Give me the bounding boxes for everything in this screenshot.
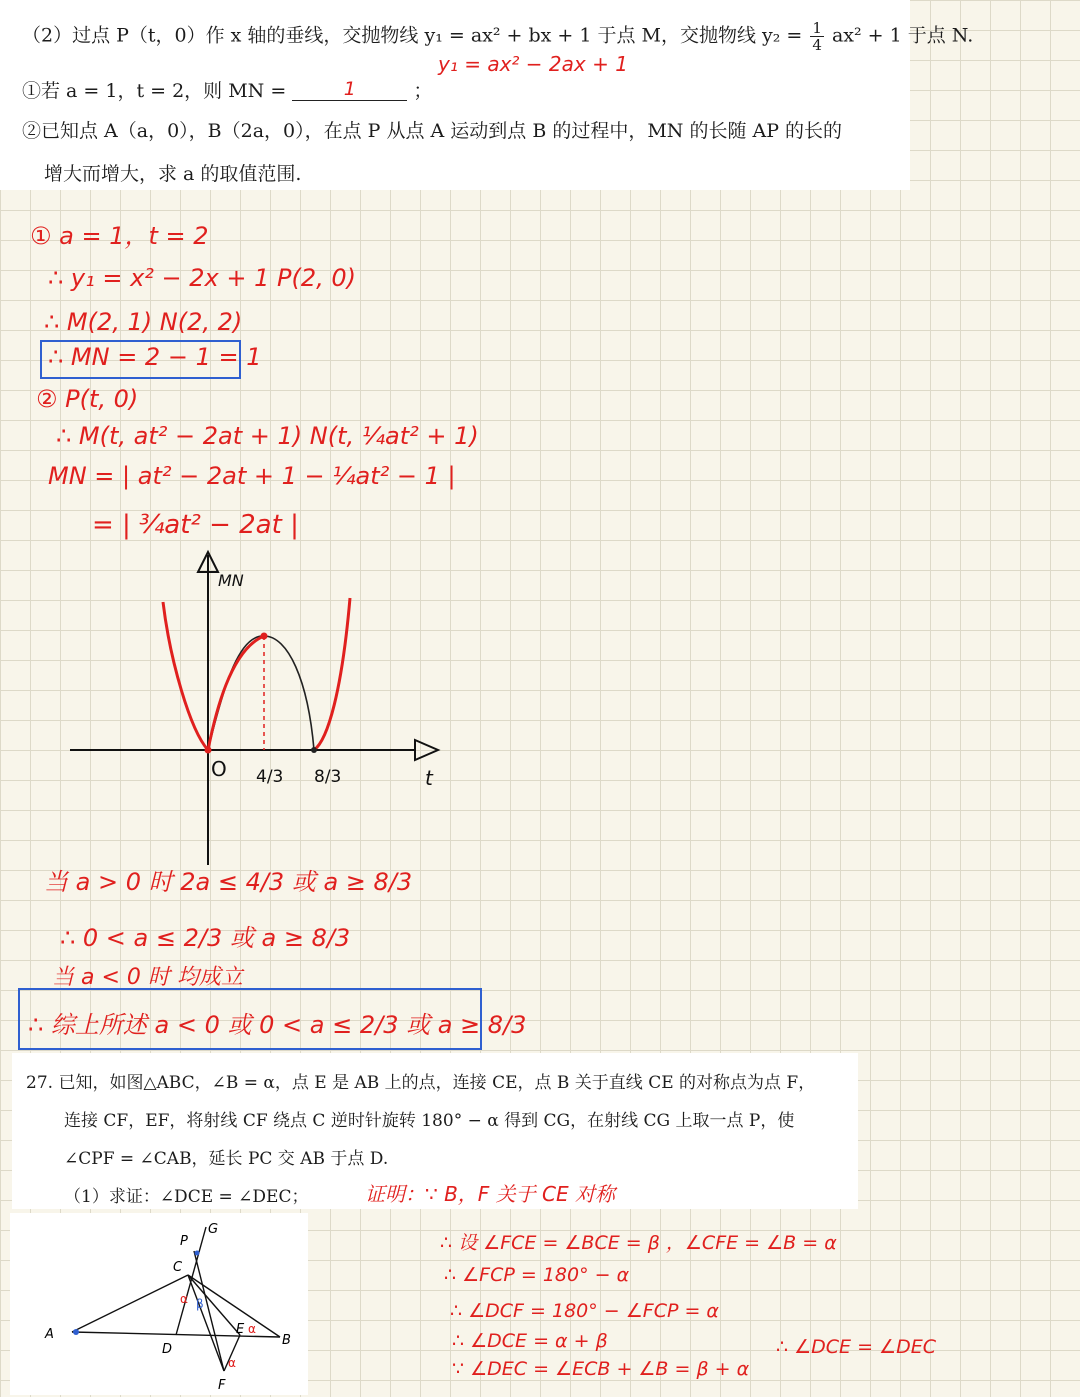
question-2-line1: ②已知点 A（a，0），B（2a，0），在点 P 从点 A 运动到点 B 的过程中，MN 的长随 AP 的长的 xyxy=(22,120,843,142)
problem-27-line2: 连接 CF，EF，将射线 CF 绕点 C 逆时针旋转 180° − α 得到 CG，在射线 CG 上取一点 P，使 xyxy=(64,1111,795,1131)
hw-line-12: ∴ 综上所述 a < 0 或 0 < a ≤ 2/3 或 a ≥ 8/3 xyxy=(28,1011,527,1039)
hw-line-2: ∴ y₁ = x² − 2x + 1 P(2, 0) xyxy=(48,264,357,292)
problem-2-text: （2）过点 P（t，0）作 x 轴的垂线，交抛物线 y₁ = ax² + bx + 1 于点 M，交抛物线 y₂ = xyxy=(22,24,803,47)
proof-line-3: ∴ ∠DCF = 180° − ∠FCP = α xyxy=(450,1300,719,1322)
angle-alpha-2: α xyxy=(248,1322,256,1336)
hw-line-3: ∴ M(2, 1) N(2, 2) xyxy=(44,308,243,336)
question-1-line xyxy=(22,76,432,103)
question-1-text: ①若 a = 1，t = 2，则 MN = xyxy=(22,80,287,102)
red-note-y1: y₁ = ax² − 2ax + 1 xyxy=(438,52,628,76)
problem-2-line1 xyxy=(22,20,973,53)
point-root xyxy=(311,747,317,753)
point-origin xyxy=(205,747,212,754)
triangle-figure xyxy=(10,1213,308,1395)
problem-2-text-end: ax² + 1 于点 N. xyxy=(831,24,974,47)
y-label: MN xyxy=(218,571,244,590)
curve-red-left xyxy=(163,602,264,750)
hw-line-10: ∴ 0 < a ≤ 2/3 或 a ≥ 8/3 xyxy=(60,924,351,952)
label-d: D xyxy=(162,1342,173,1357)
label-f: F xyxy=(218,1378,226,1393)
mark-p xyxy=(195,1251,200,1256)
angle-beta: β xyxy=(196,1297,204,1311)
hw-line-6: ∴ M(t, at² − 2at + 1) N(t, ¼at² + 1) xyxy=(56,422,479,450)
point-vertex xyxy=(261,633,268,640)
label-g: G xyxy=(208,1222,219,1237)
answer-value: 1 xyxy=(343,78,356,100)
x-label: t xyxy=(425,766,433,790)
mark-a xyxy=(73,1329,79,1335)
hw-line-8: = | ¾at² − 2at | xyxy=(92,510,299,540)
hw-line-1: ① a = 1，t = 2 xyxy=(30,222,209,250)
x-axis-arrow xyxy=(415,740,438,760)
proof-line-2: ∴ ∠FCP = 180° − α xyxy=(444,1264,630,1286)
label-p: P xyxy=(180,1234,188,1249)
hw-line-5: ② P(t, 0) xyxy=(36,385,139,413)
answer-blank xyxy=(292,78,407,101)
label-a: A xyxy=(45,1327,54,1342)
hw-line-9: 当 a > 0 时 2a ≤ 4/3 或 a ≥ 8/3 xyxy=(44,868,413,896)
proof-line-6: ∴ ∠DCE = ∠DEC xyxy=(776,1336,936,1358)
hw-line-4: ∴ MN = 2 − 1 = 1 xyxy=(48,343,262,371)
proof-line-1: ∴ 设 ∠FCE = ∠BCE = β ，∠CFE = ∠B = α xyxy=(440,1232,837,1254)
problem-27-line4: （1）求证：∠DCE = ∠DEC； xyxy=(64,1187,309,1207)
curve-red-right xyxy=(314,598,350,750)
mn-graph xyxy=(60,540,450,870)
segment-ac xyxy=(72,1275,188,1332)
question-2-line2: 增大而增大，求 a 的取值范围. xyxy=(44,163,302,185)
label-e: E xyxy=(236,1322,245,1337)
hw-line-11: 当 a < 0 时 均成立 xyxy=(52,965,243,990)
proof-line-4: ∴ ∠DCE = α + β xyxy=(452,1330,608,1352)
hw-line-7: MN = | at² − 2at + 1 − ¼at² − 1 | xyxy=(48,462,456,490)
tick-label-2: 8/3 xyxy=(314,767,342,787)
proof-heading: 证明：∵ B，F 关于 CE 对称 xyxy=(365,1182,615,1206)
problem-27-line3: ∠CPF = ∠CAB，延长 PC 交 AB 于点 D. xyxy=(64,1149,389,1169)
angle-alpha-3: α xyxy=(228,1356,236,1370)
label-b: B xyxy=(282,1333,291,1348)
proof-line-5: ∵ ∠DEC = ∠ECB + ∠B = β + α xyxy=(452,1358,750,1380)
problem-27-line1: 27. 已知，如图△ABC，∠B = α，点 E 是 AB 上的点，连接 CE，点 B 关于直线 CE 的对称点为点 F， xyxy=(26,1073,816,1093)
tick-label-1: 4/3 xyxy=(256,767,284,787)
question-1-end: ； xyxy=(413,80,433,102)
angle-alpha-1: α xyxy=(180,1292,188,1306)
fraction-quarter: $\frac{1}{4}$ xyxy=(812,19,822,54)
label-c: C xyxy=(173,1260,183,1275)
origin-label: O xyxy=(211,757,227,781)
segment-cf xyxy=(188,1275,224,1371)
